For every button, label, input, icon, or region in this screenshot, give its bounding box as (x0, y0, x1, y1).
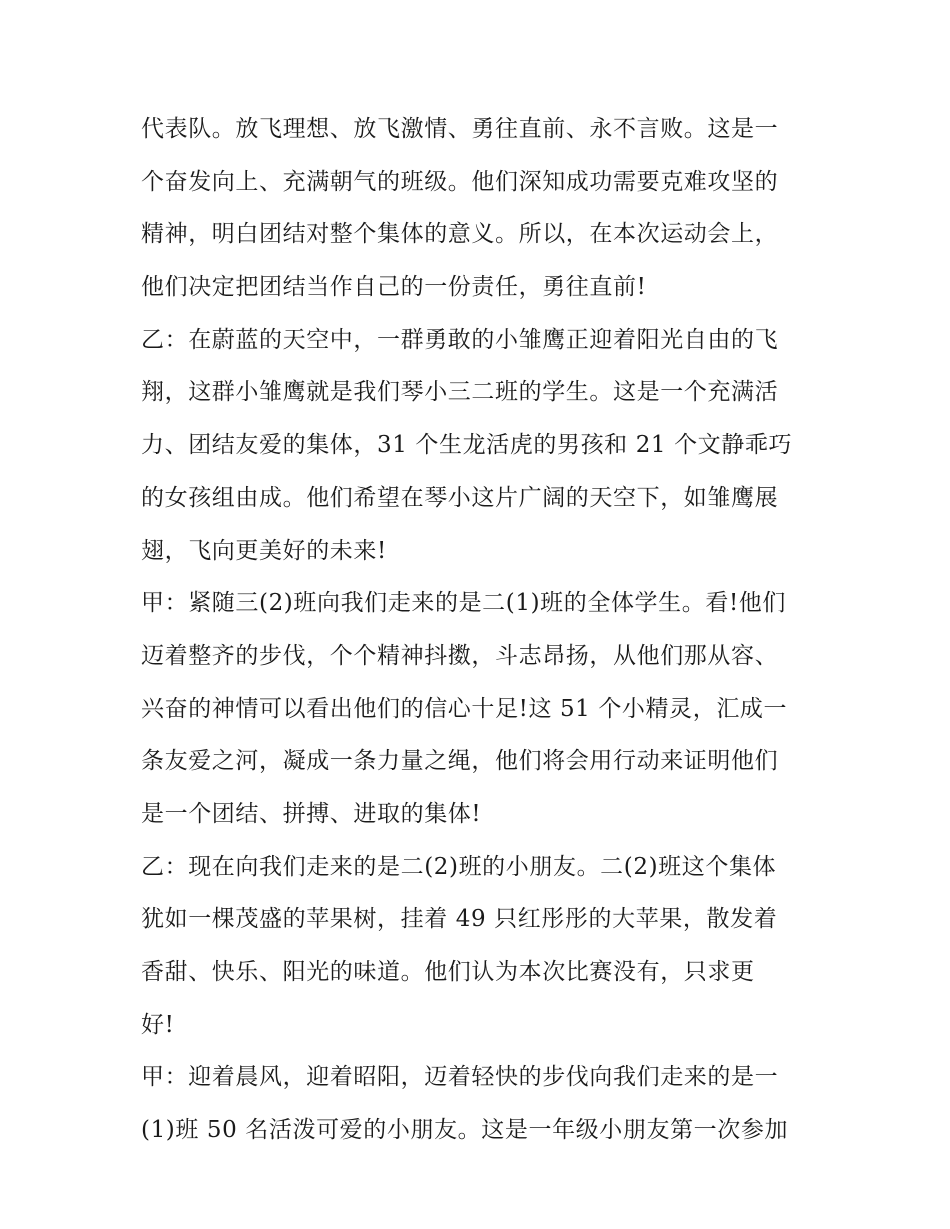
text-line: 甲：迎着晨风，迎着昭阳，迈着轻快的步伐向我们走来的是一 (141, 1064, 779, 1091)
text-line: 翅，飞向更美好的未来! (141, 537, 387, 564)
text-line: 香甜、快乐、阳光的味道。他们认为本次比赛没有，只求更 (141, 959, 755, 985)
text-line: 条友爱之河，凝成一条力量之绳，他们将会用行动来证明他们 (141, 748, 779, 775)
text-line: 他们决定把团结当作自己的一份责任，勇往直前! (141, 274, 647, 301)
text-line: 力、团结友爱的集体，31 个生龙活虎的男孩和 21 个文静乖巧 (141, 432, 793, 459)
text-line: 兴奋的神情可以看出他们的信心十足!这 51 个小精灵，汇成一 (141, 695, 788, 722)
text-line: 乙：在蔚蓝的天空中，一群勇敢的小雏鹰正迎着阳光自由的飞 (141, 326, 779, 353)
text-line: 翔，这群小雏鹰就是我们琴小三二班的学生。这是一个充满活 (141, 379, 779, 406)
text-line: 是一个团结、拼搏、进取的集体! (141, 800, 482, 827)
text-line: 甲：紧随三(2)班向我们走来的是二(1)班的全体学生。看!他们 (141, 590, 787, 617)
text-line: 好! (141, 1011, 175, 1038)
text-line: 犹如一棵茂盛的苹果树，挂着 49 只红彤彤的大苹果，散发着 (141, 906, 778, 933)
text-line: 迈着整齐的步伐，个个精神抖擞，斗志昂扬，从他们那从容、 (141, 642, 779, 669)
text-line: 代表队。放飞理想、放飞激情、勇往直前、永不言败。这是一 (141, 116, 779, 142)
text-line: 乙：现在向我们走来的是二(2)班的小朋友。二(2)班这个集体 (141, 853, 777, 880)
text-line: 个奋发向上、充满朝气的班级。他们深知成功需要克难攻坚的 (141, 168, 779, 195)
document-body (141, 103, 821, 1157)
text-line: 精神，明白团结对整个集体的意义。所以，在本次运动会上， (141, 221, 779, 248)
text-line: (1)班 50 名活泼可爱的小朋友。这是一年级小朋友第一次参加 (141, 1117, 789, 1144)
text-line: 的女孩组由成。他们希望在琴小这片广阔的天空下，如雏鹰展 (141, 484, 779, 511)
